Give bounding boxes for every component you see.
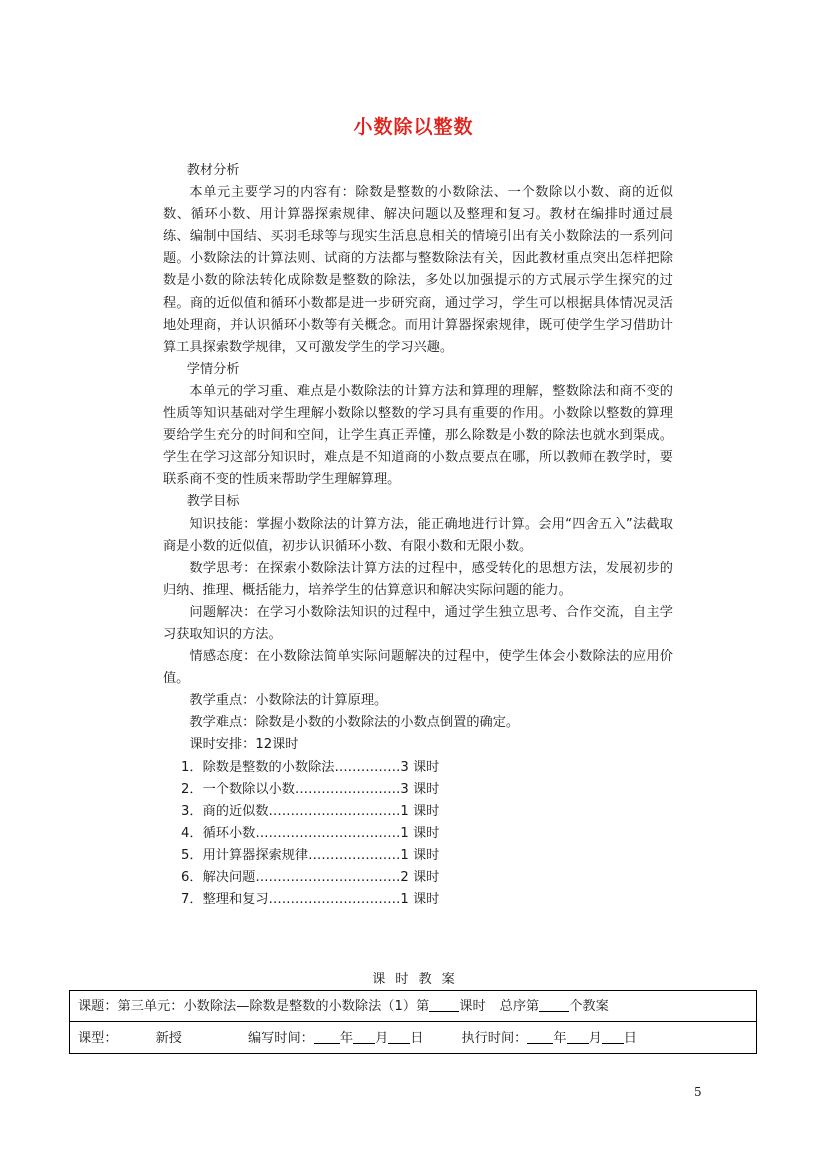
lesson-plan-caption: 课时教案 <box>372 972 465 987</box>
paragraph-key-point: 教学重点：小数除法的计算原理。 <box>189 693 388 709</box>
list-item: 2．一个数除以小数……………………3 课时 <box>181 781 440 797</box>
page-title: 小数除以整数 <box>353 116 474 138</box>
exec-time-label: 执行时间： <box>461 1031 528 1046</box>
table-row <box>70 991 756 1022</box>
section-heading-textbook: 教材分析 <box>186 163 240 178</box>
paragraph-schedule-heading: 课时安排：12课时 <box>189 737 299 753</box>
list-item: 3．商的近似数…………………………1 课时 <box>181 803 440 819</box>
month-label: 月 <box>375 1031 389 1046</box>
plan-label: 个教案 <box>569 999 609 1014</box>
list-item: 7．整理和复习…………………………1 课时 <box>181 892 440 908</box>
lesson-type-value: 新授 <box>155 1031 182 1046</box>
paragraph-goal-thinking: 数学思考：在探索小数除法计算方法的过程中，感受转化的思想方法，发展初步的归纳、推理、概括能力，培养学生的估算意识和解决实际问题的能力。 <box>163 560 673 598</box>
paragraph-textbook-analysis: 本单元主要学习的内容有：除数是整数的小数除法、一个数除以小数、商的近似数、循环小数、用计算器探索规律、解决问题以及整理和复习。教材在编排时通过晨练、编制中国结、买羽毛球等与现实生活息息相关的情境引出有关小数除法的一系列问题。小数除法的计算法则、试商的方法都与整数除法有关，因此教材重点突出怎样把除数是小数的除法转化成除数是整数的除法，多处以加强提示的方式展示学生探究的过程。商的近似值和循环小数都是进一步研究商，通过学习，学生可以根据具体情况灵活地处理商，并认识循环小数等有关概念。而用计算器探索规律，既可使学生学习借助计算工具探索数学规律，又可激发学生的学习兴趣。 <box>163 185 673 355</box>
lesson-plan-table <box>69 990 757 1054</box>
schedule-list <box>163 757 673 912</box>
blank-field <box>429 997 459 1012</box>
section-heading-learner: 学情分析 <box>186 361 240 377</box>
blank-field <box>602 1029 624 1044</box>
table-row <box>70 1023 756 1054</box>
blank-field <box>527 1029 553 1044</box>
blank-field <box>388 1029 410 1044</box>
paragraph-goal-attitude: 情感态度：在小数除法简单实际问题解决的过程中，使学生体会小数除法的应用价值。 <box>163 649 673 687</box>
year-label: 年 <box>553 1031 567 1046</box>
blank-field <box>353 1029 375 1044</box>
blank-field <box>539 997 569 1012</box>
month-label: 月 <box>588 1031 602 1046</box>
written-time-label: 编写时间： <box>247 1031 314 1046</box>
lesson-type-label: 课型： <box>78 1031 118 1046</box>
day-label: 日 <box>623 1031 637 1046</box>
lesson-topic-label: 课题：第三单元：小数除法—除数是整数的小数除法（1）第 <box>78 999 430 1014</box>
period-label: 课时 <box>459 999 486 1014</box>
list-item: 6．解决问题……………………………2 课时 <box>181 870 440 885</box>
blank-field <box>567 1029 589 1044</box>
order-label: 总序第 <box>499 999 540 1014</box>
paragraph-learner-analysis: 本单元的学习重、难点是小数除法的计算方法和算理的理解，整数除法和商不变的性质等知识基础对学生理解小数除以整数的学习具有重要的作用。小数除以整数的算理要给学生充分的时间和空间，让学生真正弄懂，那么除数是小数的除法也就水到渠成。学生在学习这部分知识时，难点是不知道商的小数点要点在哪，所以教师在教学时，要联系商不变的性质来帮助学生理解算理。 <box>163 383 673 488</box>
list-item: 5．用计算器探索规律…………………1 课时 <box>181 847 440 863</box>
paragraph-goal-problem: 问题解决：在学习小数除法知识的过程中，通过学生独立思考、合作交流，自主学习获取知识的方法。 <box>163 604 673 642</box>
blank-field <box>314 1029 340 1044</box>
list-item: 1．除数是整数的小数除法……………3 课时 <box>181 759 440 775</box>
page-number: 5 <box>694 1085 702 1099</box>
paragraph-goal-knowledge: 知识技能：掌握小数除法的计算方法，能正确地进行计算。会用“四舍五入”法截取商是小数的近似值，初步认识循环小数、有限小数和无限小数。 <box>163 516 673 554</box>
paragraph-difficult-point: 教学难点：除数是小数的小数除法的小数点倒置的确定。 <box>189 715 520 731</box>
day-label: 日 <box>410 1031 424 1046</box>
section-heading-goals: 教学目标 <box>186 494 240 510</box>
document-body <box>163 160 673 911</box>
list-item: 4．循环小数……………………………1 课时 <box>181 825 440 841</box>
year-label: 年 <box>339 1031 354 1046</box>
